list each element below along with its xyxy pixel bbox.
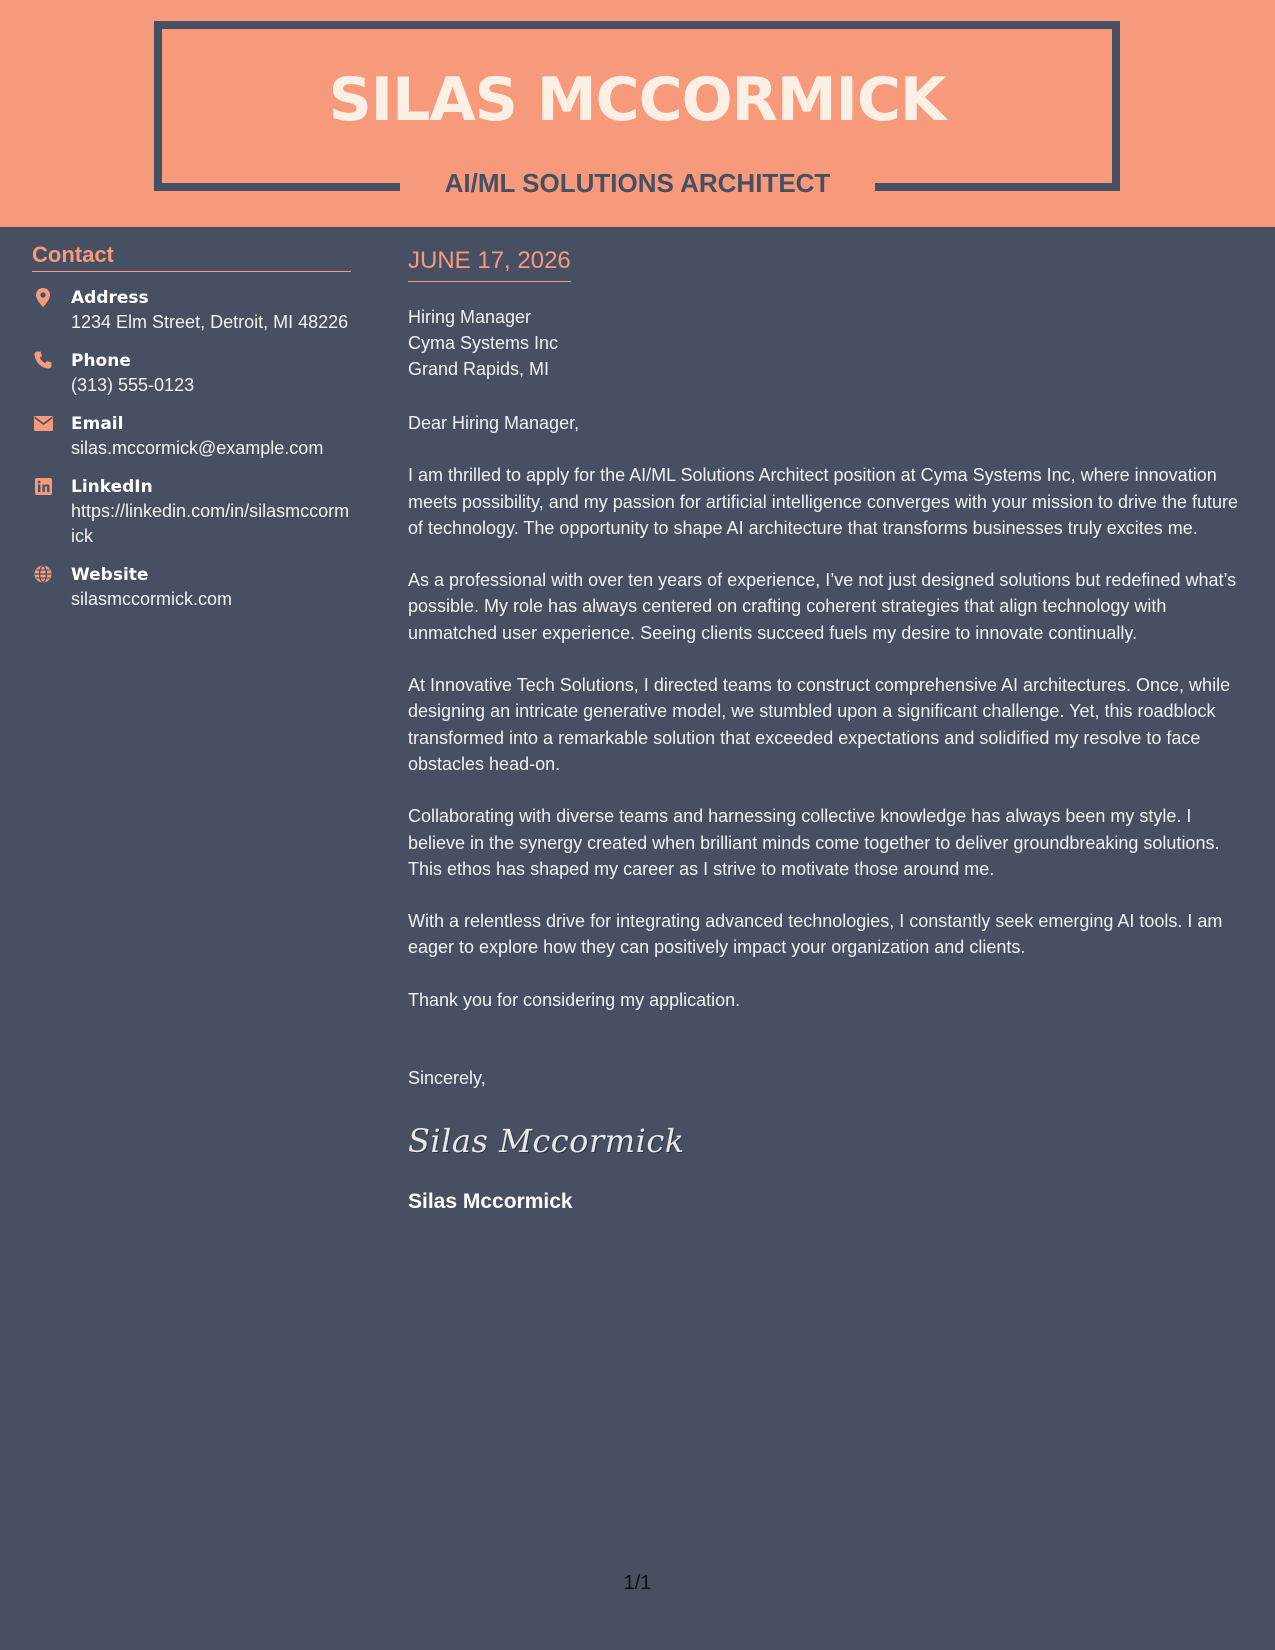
- recipient-line: Grand Rapids, MI: [408, 359, 550, 379]
- contact-label: Website: [71, 565, 149, 585]
- contact-value: 1234 Elm Street, Detroit, MI 48226: [71, 312, 349, 332]
- contact-phone: [32, 349, 351, 398]
- contact-value: silas.mccormick@example.com: [71, 438, 324, 458]
- contact-label: Phone: [71, 351, 131, 371]
- letter-body: [408, 245, 1248, 1217]
- recipient-line: Cyma Systems Inc: [408, 333, 559, 353]
- body-paragraph: I am thrilled to apply for the AI/ML Solutions Architect position at Cyma Systems Inc, where innovation meets possibility, and my passion for artificial intelligence converges with your mission to drive the future of technology. The opportunity to shape AI architecture that transforms businesses truly excites me.: [408, 465, 1239, 538]
- contact-label: Address: [71, 288, 149, 308]
- candidate-name: SILAS MCCORMICK: [328, 65, 946, 135]
- signature: Silas Mccormick: [408, 1122, 685, 1161]
- contact-value: silasmccormick.com: [71, 589, 233, 609]
- contact-value: (313) 555-0123: [71, 375, 195, 395]
- phone-icon: [33, 350, 53, 370]
- body-paragraph: Collaborating with diverse teams and harnessing collective knowledge has always been my style. I believe in the synergy created when brilliant minds come together to deliver groundbreaking solutions. This ethos has shaped my career as I strive to motivate those around me.: [408, 806, 1220, 879]
- contact-linkedin: [32, 475, 351, 549]
- body-paragraph: With a relentless drive for integrating advanced technologies, I constantly seek emerging AI tools. I am eager to explore how they can positively impact your organization and clients.: [408, 911, 1223, 958]
- letter-date: JUNE 17, 2026: [408, 245, 571, 282]
- thanks-line: Thank you for considering my application.: [408, 989, 741, 1010]
- signer-name: Silas Mccormick: [408, 1190, 573, 1214]
- envelope-icon: [33, 413, 53, 433]
- recipient-line: Hiring Manager: [408, 307, 532, 327]
- contact-heading: Contact: [32, 242, 351, 272]
- contact-label: LinkedIn: [71, 477, 153, 497]
- contact-address: [32, 286, 351, 335]
- linkedin-icon: [33, 476, 53, 496]
- job-title: AI/ML SOLUTIONS ARCHITECT: [444, 168, 831, 198]
- closing-line: Sincerely,: [408, 1068, 486, 1089]
- contact-website: [32, 563, 351, 612]
- header-banner: [0, 0, 1275, 227]
- map-pin-icon: [33, 287, 53, 307]
- contact-sidebar: [32, 242, 351, 612]
- greeting: Dear Hiring Manager,: [408, 413, 580, 433]
- page-number: 1/1: [623, 1572, 652, 1594]
- contact-value: https://linkedin.com/in/silasmccormick: [71, 501, 350, 546]
- body-paragraph: At Innovative Tech Solutions, I directed teams to construct comprehensive AI architectures. Once, while designing an intricate generative model, we stumbled upon a significant challenge. Yet, this roadblock transformed into a remarkable solution that exceeded expectations and solidified my resolve to face obstacles head-on.: [408, 675, 1231, 774]
- body-paragraph: As a professional with over ten years of experience, I’ve not just designed solutions but redefined what’s possible. My role has always centered on crafting coherent strategies that align technology with unmatched user experience. Seeing clients succeed fuels my desire to innovate continually.: [408, 570, 1237, 643]
- recipient-block: [408, 304, 1248, 382]
- contact-label: Email: [71, 414, 124, 434]
- contact-email: [32, 412, 351, 461]
- globe-icon: [33, 564, 53, 584]
